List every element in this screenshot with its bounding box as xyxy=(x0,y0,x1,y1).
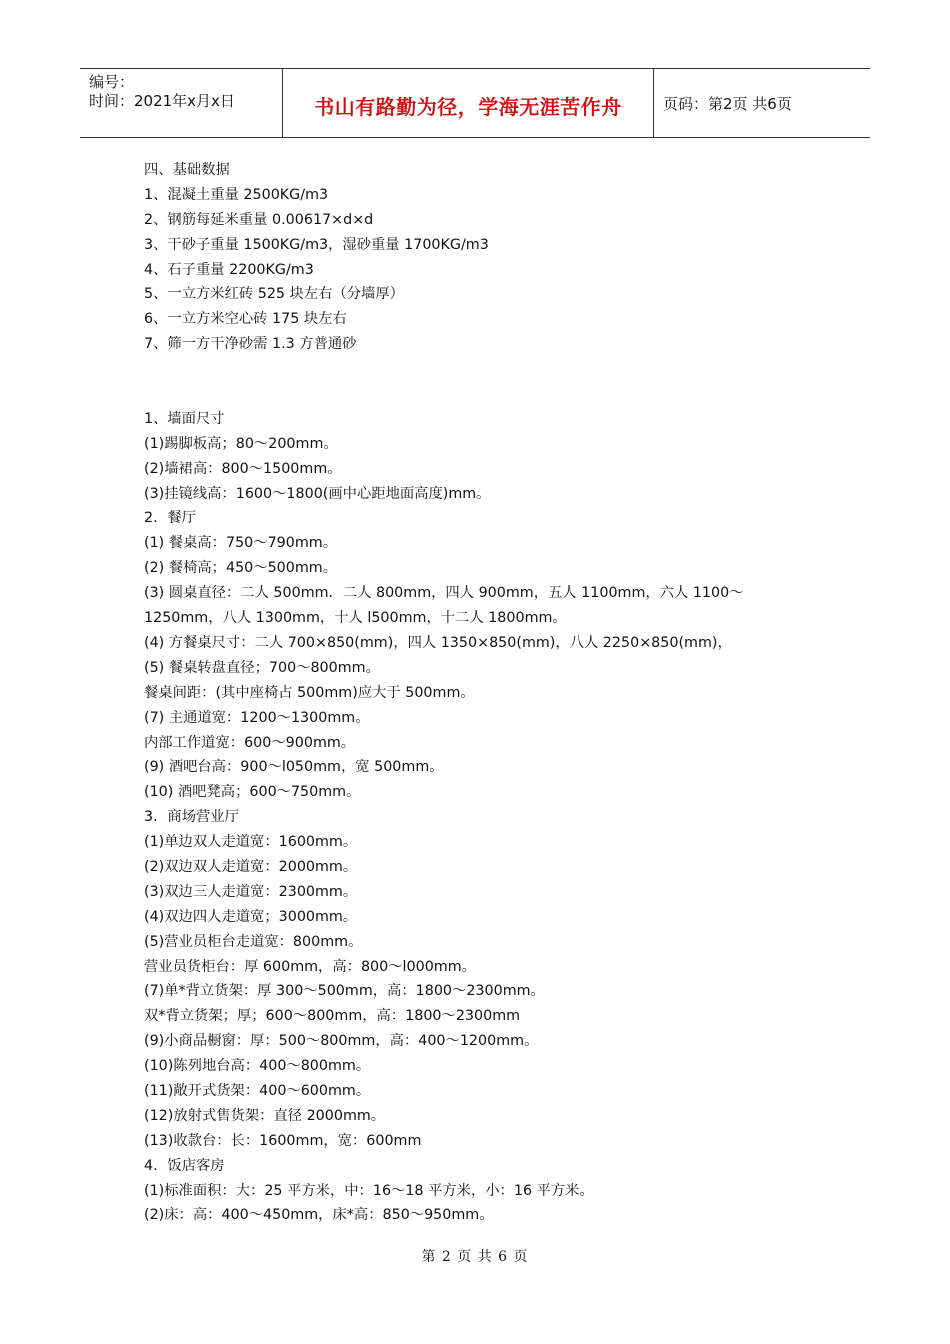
header-motto-cell xyxy=(283,69,654,137)
text-line: (2)墙裙高：800～1500mm。 xyxy=(144,460,342,477)
text-line: 3．商场营业厅 xyxy=(144,809,239,826)
text-line: (4)双边四人走道宽；3000mm。 xyxy=(144,908,358,925)
text-line: (10)陈列地台高：400～800mm。 xyxy=(144,1058,371,1075)
text-line: 2．餐厅 xyxy=(144,510,196,527)
text-line: (5) 餐桌转盘直径；700～800mm。 xyxy=(144,659,380,676)
text-line: 1、墙面尺寸 xyxy=(144,410,225,427)
section-spacer xyxy=(144,357,794,407)
text-line: (7)单*背立货架：厚 300～500mm，高：1800～2300mm。 xyxy=(144,983,545,1000)
text-line: (3) 圆桌直径：二人 500mm．二人 800mm，四人 900mm，五人 1100mm，六人 1100～ xyxy=(144,585,744,602)
text-line: 四、基础数据 xyxy=(144,162,230,178)
text-line: 1、混凝土重量 2500KG/m3 xyxy=(144,186,329,203)
text-line: (3)挂镜线高：1600～1800(画中心距地面高度)mm。 xyxy=(144,485,491,502)
text-line: (7) 主通道宽：1200～1300mm。 xyxy=(144,709,370,726)
text-line: (1) 餐桌高：750～790mm。 xyxy=(144,535,338,552)
text-line: (2)床：高：400～450mm，床*高：850～950mm。 xyxy=(144,1207,494,1224)
text-line: (13)收款台：长：1600mm，宽：600mm xyxy=(144,1132,422,1149)
text-line: (11)敞开式货架：400～600mm。 xyxy=(144,1082,371,1099)
text-line: 2、钢筋每延米重量 0.00617×d×d xyxy=(144,211,374,228)
text-line: (2) 餐椅高；450～500mm。 xyxy=(144,560,338,577)
text-line: (5)营业员柜台走道宽：800mm。 xyxy=(144,933,363,950)
text-line: 营业员货柜台：厚 600mm，高：800～l000mm。 xyxy=(144,958,476,975)
text-line: (1)标准面积：大：25 平方米，中：16～18 平方米，小：16 平方米。 xyxy=(144,1182,594,1199)
header-page-cell xyxy=(654,69,870,137)
text-line: 6、一立方米空心砖 175 块左右 xyxy=(144,311,347,328)
text-line: (1)单边双人走道宽：1600mm。 xyxy=(144,834,358,851)
date-line: 时间：2021年x月x日 xyxy=(89,92,235,110)
serial-label: 编号： xyxy=(89,73,135,91)
text-line: 4、石子重量 2200KG/m3 xyxy=(144,261,314,278)
header-page-info: 页码：第2页 共6页 xyxy=(663,95,792,113)
text-line: 1250mm，八人 1300mm，十人 l500mm，十二人 1800mm。 xyxy=(144,610,567,627)
text-line: 内部工作道宽：600～900mm。 xyxy=(144,734,356,751)
text-line: (12)放射式售货架：直径 2000mm。 xyxy=(144,1107,386,1124)
header-meta-cell xyxy=(80,69,283,137)
text-line: 4．饭店客房 xyxy=(144,1157,225,1174)
text-line: (10) 酒吧凳高；600～750mm。 xyxy=(144,784,361,801)
text-line: 餐桌间距：(其中座椅占 500mm)应大于 500mm。 xyxy=(144,684,475,701)
text-line: (4) 方餐桌尺寸：二人 700×850(mm)，四人 1350×850(mm)，八人 2250×850(mm)， xyxy=(144,634,732,651)
text-line: 7、筛一方干净砂需 1.3 方普通砂 xyxy=(144,336,357,353)
section-dimensions xyxy=(144,407,794,1228)
text-line: 3、干砂子重量 1500KG/m3，湿砂重量 1700KG/m3 xyxy=(144,236,489,253)
document-body xyxy=(144,158,794,1228)
page-footer: 第 2 页 共 6 页 xyxy=(421,1249,529,1265)
text-line: (3)双边三人走道宽：2300mm。 xyxy=(144,883,358,900)
text-line: (1)踢脚板高；80～200mm。 xyxy=(144,435,338,452)
text-line: (9) 酒吧台高：900～l050mm，宽 500mm。 xyxy=(144,759,444,776)
page-header xyxy=(80,68,870,138)
section-basic-data xyxy=(144,158,794,357)
header-motto: 书山有路勤为径，学海无涯苦作舟 xyxy=(314,95,622,119)
text-line: (9)小商品橱窗：厚：500～800mm，高：400～1200mm。 xyxy=(144,1033,539,1050)
text-line: (2)双边双人走道宽：2000mm。 xyxy=(144,858,358,875)
text-line: 双*背立货架；厚；600～800mm，高：1800～2300mm xyxy=(144,1008,521,1025)
text-line: 5、一立方米红砖 525 块左右（分墙厚） xyxy=(144,286,404,303)
